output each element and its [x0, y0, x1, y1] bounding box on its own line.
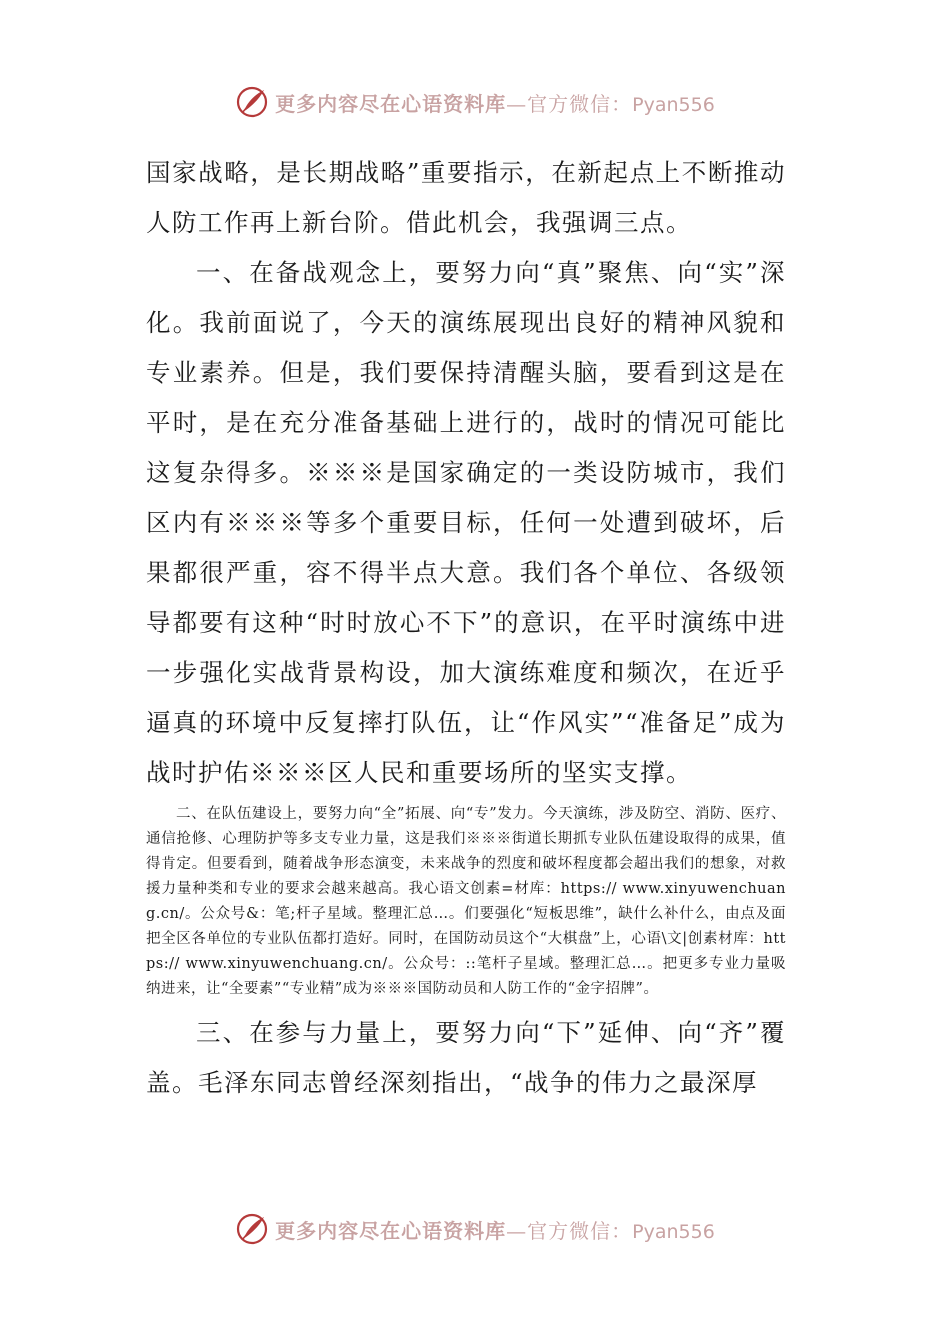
header-watermark-banner	[0, 82, 950, 122]
watermark-id: Pyan556	[632, 1220, 715, 1243]
watermark-brand: 更多内容尽在心语资料库	[275, 1218, 507, 1243]
watermark-text	[275, 1215, 715, 1244]
watermark-rest: 官方微信：	[527, 1218, 633, 1243]
paragraph-point-three: 三、在参与力量上，要努力向“下”延伸、向“齐”覆盖。毛泽东同志曾经深刻指出，“战争的伟力之最深厚	[146, 1018, 786, 1097]
paragraph-point-one: 一、在备战观念上，要努力向“真”聚焦、向“实”深化。我前面说了，今天的演练展现出良好的精神风貌和专业素养。但是，我们要保持清醒头脑，要看到这是在平时，是在充分准备基础上进行的，战时的情况可能比这复杂得多。※※※是国家确定的一类设防城市，我们区内有※※※等多个重要目标，任何一处遭到破坏，后果都很严重，容不得半点大意。我们各个单位、各级领导都要有这种“时时放心不下”的意识，在平时演练中进一步强化实战背景构设，加大演练难度和频次，在近乎逼真的环境中反复摔打队伍，让“作风实”“准备足”成为战时护佑※※※区人民和重要场所的坚实支撑。	[146, 258, 786, 787]
watermark-rest: 官方微信：	[527, 91, 633, 116]
watermark-dash: —	[506, 91, 528, 116]
document-body	[146, 148, 786, 1108]
paragraph-continuation: 国家战略，是长期战略”重要指示，在新起点上不断推动人防工作再上新台阶。借此机会，我强调三点。	[146, 158, 786, 237]
watermark-id: Pyan556	[632, 93, 715, 116]
quill-logo-icon	[235, 85, 269, 119]
paragraph-point-two: 二、在队伍建设上，要努力向“全”拓展、向“专”发力。今天演练，涉及防空、消防、医疗、通信抢修、心理防护等多支专业力量，这是我们※※※街道长期抓专业队伍建设取得的成果，值得肯定。但要看到，随着战争形态演变，未来战争的烈度和破坏程度都会超出我们的想象，对救援力量种类和专业的要求会越来越高。我心语文创素=材库：https:// www.xinyuwenchuang.cn/。公众号&：笔;杆子星域。整理汇总…。们要强化“短板思维”，缺什么补什么，由点及面把全区各单位的专业队伍都打造好。同时，在国防动员这个“大棋盘”上，心语\文|创素材库：https:// www.xinyuwenchuang.cn/。公众号：::笔杆子星域。整理汇总…。把更多专业力量吸纳进来，让“全要素”“专业精”成为※※※国防动员和人防工作的“金字招牌”。	[146, 806, 786, 997]
watermark-text	[275, 88, 715, 117]
footer-watermark-banner	[0, 1209, 950, 1249]
watermark-dash: —	[506, 1218, 528, 1243]
quill-logo-icon	[235, 1212, 269, 1246]
watermark-brand: 更多内容尽在心语资料库	[275, 91, 507, 116]
